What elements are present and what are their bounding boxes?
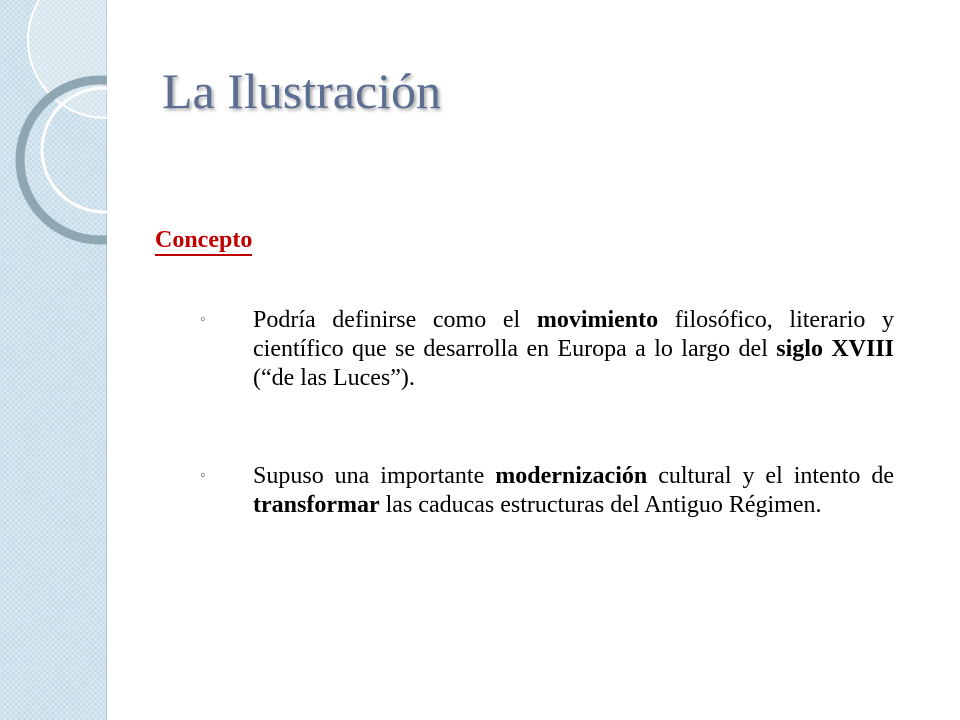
bullet-text-bold: transformar — [253, 492, 380, 518]
bullet-text-part: (“de las Luces”). — [253, 365, 415, 391]
bullet-text-part: filosófico, literario y científico que se desarrolla en Europa a lo largo del — [253, 307, 894, 362]
bullet-marker: ◦ — [200, 311, 206, 328]
bullet-text-part: cultural y el intento de — [647, 463, 895, 489]
bullet-text — [253, 462, 894, 520]
decorative-circles — [0, 0, 107, 720]
bullet-text — [253, 306, 894, 393]
decorative-sidebar — [0, 0, 107, 720]
bullet-text-part: Podría definirse como el — [253, 307, 537, 333]
bullet-text-bold: movimiento — [536, 307, 659, 333]
bullet-item — [200, 462, 900, 520]
section-heading: Concepto — [155, 226, 252, 256]
slide-title: La Ilustración — [162, 63, 442, 119]
bullet-text-part: las caducas estructuras del Antiguo Régimen. — [379, 492, 822, 518]
bullet-text-bold: modernización — [495, 463, 648, 489]
bullet-text-bold: siglo XVIII — [776, 336, 895, 362]
bullet-marker: ◦ — [200, 467, 206, 484]
bullet-text-part: Supuso una importante — [253, 463, 496, 489]
bullet-item — [200, 306, 900, 393]
